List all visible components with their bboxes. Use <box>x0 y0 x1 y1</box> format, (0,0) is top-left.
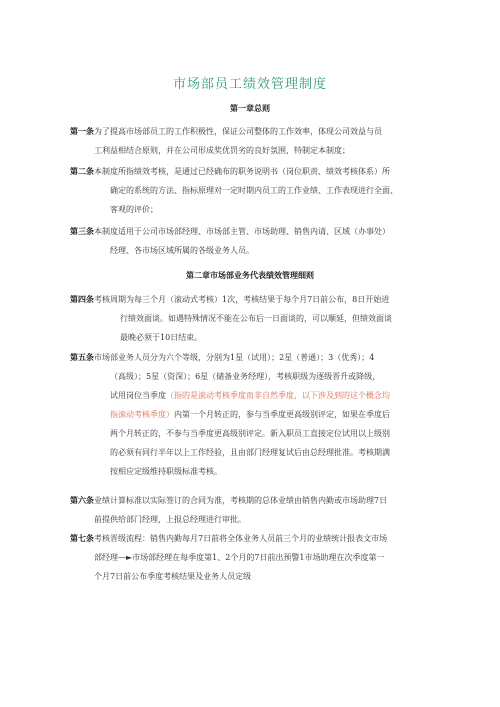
chapter-2-heading: 第二章市场部业务代表绩效管理细则 <box>186 270 314 280</box>
article-4-line-2: 行绩效面谈。如遇特殊情况不能在公布后一日面谈的，可以顺延，但绩效面谈 <box>120 314 392 323</box>
article-1-text-1: 为了提高市场部员工的工作积极性，保证公司整体的工作效率，体现公司效益与员 <box>94 127 382 136</box>
article-5-text-1: 市场部业务人员分为六个等级，分别为1星（试用）；2星（普通）；3（优秀）；4 <box>94 353 375 362</box>
article-7 <box>70 529 387 586</box>
article-3-text-1: 本制度适用于公司市场部经理、市场部主管、市场助理、销售内请、区域（办事处） <box>94 227 390 236</box>
article-5-line-1 <box>70 348 390 367</box>
article-3 <box>70 222 390 260</box>
article-5-text-4b: 内第一个月转正的，参与当季度更高级别评定，如果在季度后 <box>174 410 390 419</box>
article-5-line-5: 两个月转正的，不参与当季度更高级别评定。新入职员工直接定位试用以上级别 <box>110 429 390 438</box>
article-1-line-1 <box>70 122 382 141</box>
document-title: 市场部员工绩效管理制度 <box>172 77 327 92</box>
article-1-label: 第一条 <box>70 126 94 136</box>
article-4-label: 第四条 <box>70 294 94 304</box>
article-1-line-2: 工利益相结合原则，并在公司形成奖优罚劣的良好氛围，特制定本制度； <box>94 146 350 155</box>
article-6 <box>70 491 387 529</box>
article-7-line-3: 个月7日前公布季度考核结果及业务人员定级 <box>94 572 252 581</box>
article-2-label: 第二条 <box>70 166 94 176</box>
article-5-line-7: 按相应定级维持职级标准考核。 <box>110 467 222 476</box>
article-5 <box>70 348 390 481</box>
article-4 <box>70 290 392 347</box>
article-7-line-2: 部经理—►市场部经理在每季度第1、2个月的7日前出预警1市场助理在次季度第一 <box>94 553 385 562</box>
article-2-line-1 <box>70 162 398 181</box>
article-2-line-3: 客观的评价； <box>110 205 158 214</box>
article-3-line-2: 经理、各市场区域所属的各级业务人员。 <box>110 246 254 255</box>
article-3-label: 第三条 <box>70 226 94 236</box>
article-5-line-4 <box>70 405 390 424</box>
article-6-text-1: 业绩计算标准以实际签订的合同为准，考核期的总体业绩由销售内勤或市场助理7日 <box>94 496 388 505</box>
article-5-line-6: 的必须有同行半年以上工作经验，且由部门经理复试后由总经理批准。考核期满 <box>110 448 390 457</box>
article-3-line-1 <box>70 222 390 241</box>
article-6-line-2: 前提供给部门经理，上报总经理进行审批。 <box>94 515 246 524</box>
article-5-text-3a: 试用岗位当季度 <box>110 391 166 400</box>
article-2 <box>70 162 398 219</box>
article-4-text-1: 考核周期为每三个月（滚动式考核）1次，考核结果于每个月7日前公布，8日开始进 <box>94 295 390 304</box>
article-4-line-1 <box>70 290 392 309</box>
article-2-line-2: 确定的系统的方法、指标原理对一定时期内员工的工作业绩、工作表现进行全面、 <box>110 186 398 195</box>
article-1 <box>70 122 382 160</box>
article-6-label: 第六条 <box>70 495 94 505</box>
article-2-text-1: 本制度所指绩效考核，是通过已经确布的职务说明书（岗位职责、绩效考核体系）所 <box>94 167 390 176</box>
article-5-line-3 <box>70 386 390 405</box>
article-5-label: 第五条 <box>70 352 94 362</box>
article-4-line-3: 最晚必须于10日结束。 <box>120 333 203 342</box>
article-5-highlight-2: 指滚动考核季度） <box>110 410 174 419</box>
article-7-label: 第七条 <box>70 533 94 543</box>
chapter-1-heading: 第一章总则 <box>230 103 270 113</box>
article-7-line-1 <box>70 529 387 548</box>
article-6-line-1 <box>70 491 387 510</box>
article-7-text-1: 考核晋级流程：销售内勤每月7日前将全体业务人员前三个月的业绩统计报表文市场 <box>94 534 388 543</box>
article-5-line-2: （高级）；5星（资深）；6星（储备业务经理），考核职级为逐级晋升或降级， <box>110 372 381 381</box>
article-5-highlight-1: （指的是滚动考核季度而非自然季度，以下涉及到的这个概念均 <box>166 391 390 400</box>
